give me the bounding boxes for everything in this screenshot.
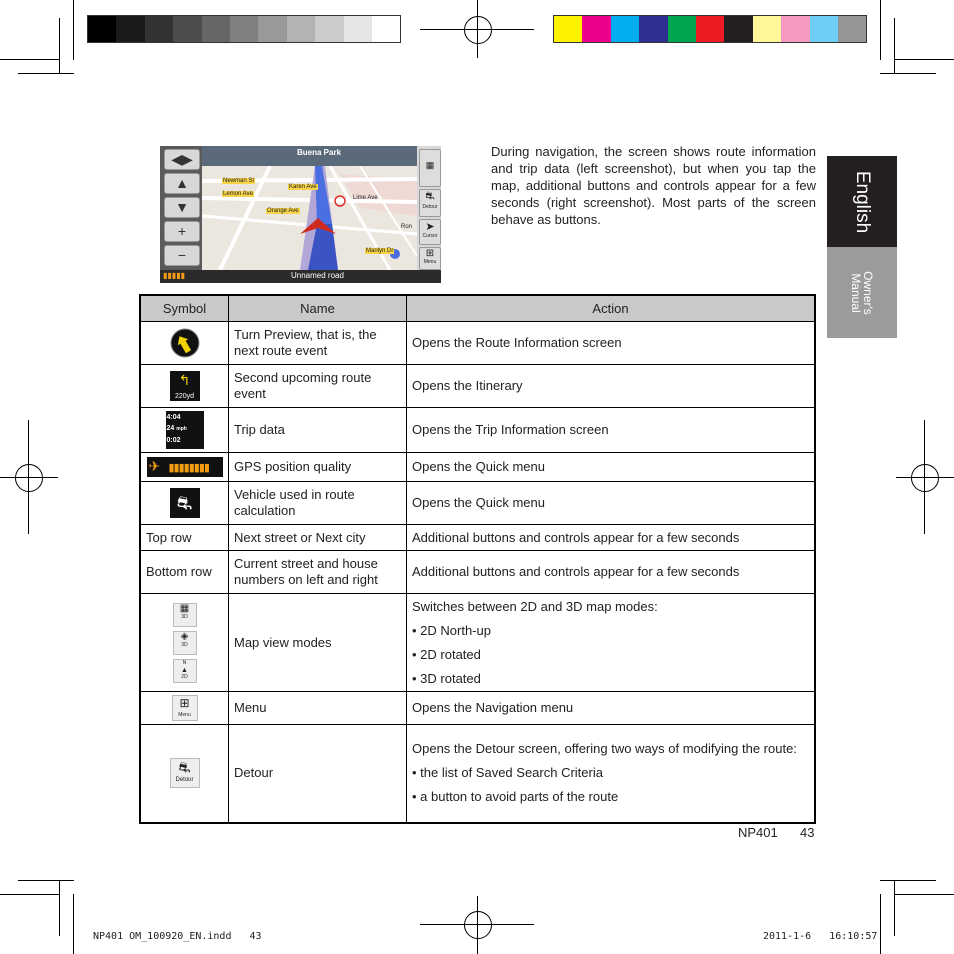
navigation-screenshot [160,146,441,283]
registration-line [896,477,954,478]
cursor-button-label: Cursor [422,233,438,239]
symbol-cell [140,725,229,823]
symbol-cell [140,594,229,692]
color-swatch [344,16,372,42]
color-swatch [724,16,752,42]
action-cell: Opens the Route Information screen [407,322,816,365]
map-mode-north-icon: N ▲ 2D [173,659,197,683]
menu-grid-icon: ⊞ [425,248,435,259]
trip-speed-unit: mph [176,426,187,432]
registration-line [0,477,58,478]
color-swatch [202,16,230,42]
crop-mark [73,0,74,60]
table-row [140,525,815,551]
registration-line [924,420,925,534]
table-row [140,453,815,482]
crop-mark [894,59,954,60]
model-number: NP401 [738,825,778,840]
name-cell: Vehicle used in route calculation [229,482,407,525]
street-label: Newman St [223,178,255,184]
language-tab [827,156,897,247]
second-event-icon [170,371,200,401]
detour-button-label: Detour [422,204,438,210]
crop-mark [0,59,60,60]
menu-icon: ⊞ Menu [172,695,198,721]
registration-line [477,896,478,954]
action-cell: Opens the Navigation menu [407,692,816,725]
color-swatch [696,16,724,42]
bottom-street-label: Unnamed road [291,271,344,280]
crop-mark [880,894,881,954]
crop-mark [880,880,936,881]
action-cell: Opens the Trip Information screen [407,408,816,453]
action-line: Switches between 2D and 3D map modes: [412,598,658,614]
crop-mark [880,73,936,74]
map-bottom-bar[interactable] [160,270,441,283]
color-swatch [116,16,144,42]
action-cell: Opens the Quick menu [407,482,816,525]
color-swatch [753,16,781,42]
signal-bars-icon: ▮▮▮▮▮▮▮▮ [168,462,209,474]
vehicle-icon: ⛐ [170,488,200,518]
table-row [140,322,815,365]
color-bar [553,15,867,43]
crop-mark [0,894,60,895]
name-cell: Menu [229,692,407,725]
action-line: Opens the Detour screen, offering two ways of modifying the route: [412,741,797,757]
header-action: Action [407,295,816,322]
action-cell: Additional buttons and controls appear for a few seconds [407,551,816,594]
table-header-row [140,295,815,322]
header-name: Name [229,295,407,322]
crop-mark [59,18,60,74]
trip-data-icon [166,411,204,449]
map-mode-grid-icon: ▦ 3D [173,603,197,627]
registration-line [477,0,478,58]
zoom-out-button[interactable]: − [164,245,200,266]
map-zoom-panel [160,146,202,270]
distance-label: 220yd [174,393,195,400]
map-right-panel [417,146,441,270]
crop-mark [894,894,954,895]
name-cell: Trip data [229,408,407,453]
color-swatch [173,16,201,42]
action-bullet: • 3D rotated [412,670,481,686]
table-row [140,408,815,453]
intro-paragraph: During navigation, the screen shows route information and trip data (left screenshot), but when you tap the map, additional buttons and controls appear for a few seconds (right screenshot). Most parts of the screen behave as buttons. [491,144,816,227]
menu-button-label: Menu [423,259,437,265]
color-swatch [582,16,610,42]
crop-mark [880,0,881,60]
language-label: English [852,170,873,233]
detour-car-icon: ⛐ [425,190,435,202]
color-swatch [611,16,639,42]
symbol-cell [140,453,229,482]
manual-tab [827,247,897,338]
action-bullet: • 2D rotated [412,646,481,662]
map-mode-rotated-icon: ◈ 3D [173,631,197,655]
pan-left-right-button[interactable]: ◀▶ [164,149,200,170]
table-row [140,725,815,823]
color-swatch [554,16,582,42]
registration-line [28,420,29,534]
color-swatch [810,16,838,42]
color-swatch [230,16,258,42]
crop-mark [18,880,74,881]
action-bullet: • a button to avoid parts of the route [412,789,619,805]
action-cell [407,725,816,823]
color-swatch [315,16,343,42]
name-cell: Detour [229,725,407,823]
name-cell: Turn Preview, that is, the next route event [229,322,407,365]
color-swatch [88,16,116,42]
color-swatch [639,16,667,42]
gps-bars-icon: ▮▮▮▮▮ [163,271,186,280]
crop-mark [73,894,74,954]
cursor-button[interactable] [419,219,441,245]
crop-mark [894,18,895,74]
map-view-modes-icons [146,603,223,683]
map-view-button[interactable]: ▦ [419,149,441,187]
color-swatch [287,16,315,42]
color-swatch [838,16,866,42]
symbol-cell [140,692,229,725]
action-bullet: • the list of Saved Search Criteria [412,765,603,781]
action-cell [407,594,816,692]
action-cell: Opens the Itinerary [407,365,816,408]
street-label: Ron [401,224,413,230]
symbol-table [139,294,816,824]
header-symbol: Symbol [140,295,229,322]
street-label: Lime Ave [353,195,378,201]
menu-button[interactable] [419,247,441,270]
registration-target [464,911,492,939]
color-swatch [668,16,696,42]
table-row [140,551,815,594]
satellite-icon: ✈ [148,458,161,474]
table-row [140,692,815,725]
action-bullet: • 2D North-up [412,622,491,638]
table-row [140,365,815,408]
slug-date: 2011-1-6 16:10:57 [763,931,878,942]
action-cell: Opens the Quick menu [407,453,816,482]
map-graphic [160,146,441,283]
symbol-cell: Bottom row [140,551,229,594]
crop-mark [894,880,895,936]
name-cell: Current street and house numbers on left and right [229,551,407,594]
zoom-in-button[interactable]: + [164,221,200,242]
grayscale-bar [87,15,401,43]
tilt-down-button[interactable]: ▼ [164,197,200,218]
crop-mark [18,73,74,74]
name-cell: GPS position quality [229,453,407,482]
color-swatch [372,16,400,42]
registration-target [464,16,492,44]
slug-file: NP401 OM_100920_EN.indd 43 [93,931,262,942]
symbol-cell [140,365,229,408]
street-label: Lemon Ave [223,191,253,197]
detour-icon: ⛐ Detour [170,758,200,788]
action-cell: Additional buttons and controls appear for a few seconds [407,525,816,551]
turn-arrow-icon: ↰ [178,372,191,388]
cursor-icon: ➤ [425,221,435,233]
detour-button[interactable] [419,189,441,217]
color-swatch [781,16,809,42]
color-swatch [258,16,286,42]
trip-time-label: 4:04 [166,414,181,421]
gps-quality-icon [147,457,223,477]
top-street-label: Buena Park [297,148,342,157]
symbol-cell [140,482,229,525]
trip-remaining-label: 0:02 [166,437,181,444]
tilt-up-button[interactable]: ▲ [164,173,200,194]
color-swatch [145,16,173,42]
registration-target [911,464,939,492]
turn-preview-icon [170,328,200,358]
street-label: Karen Ave [289,184,317,190]
name-cell: Next street or Next city [229,525,407,551]
street-label: Orange Ave [267,208,299,214]
table-row [140,594,815,692]
registration-target [15,464,43,492]
symbol-cell [140,408,229,453]
street-label: Marilyn Dr [366,248,394,254]
crop-mark [59,880,60,936]
symbol-cell: Top row [140,525,229,551]
table-row [140,482,815,525]
name-cell: Second upcoming route event [229,365,407,408]
manual-label: Owner's Manual [849,270,875,315]
name-cell: Map view modes [229,594,407,692]
trip-speed-label: 24 [166,425,175,432]
symbol-cell [140,322,229,365]
page-number: 43 [800,825,815,840]
map-top-bar[interactable] [202,146,417,166]
